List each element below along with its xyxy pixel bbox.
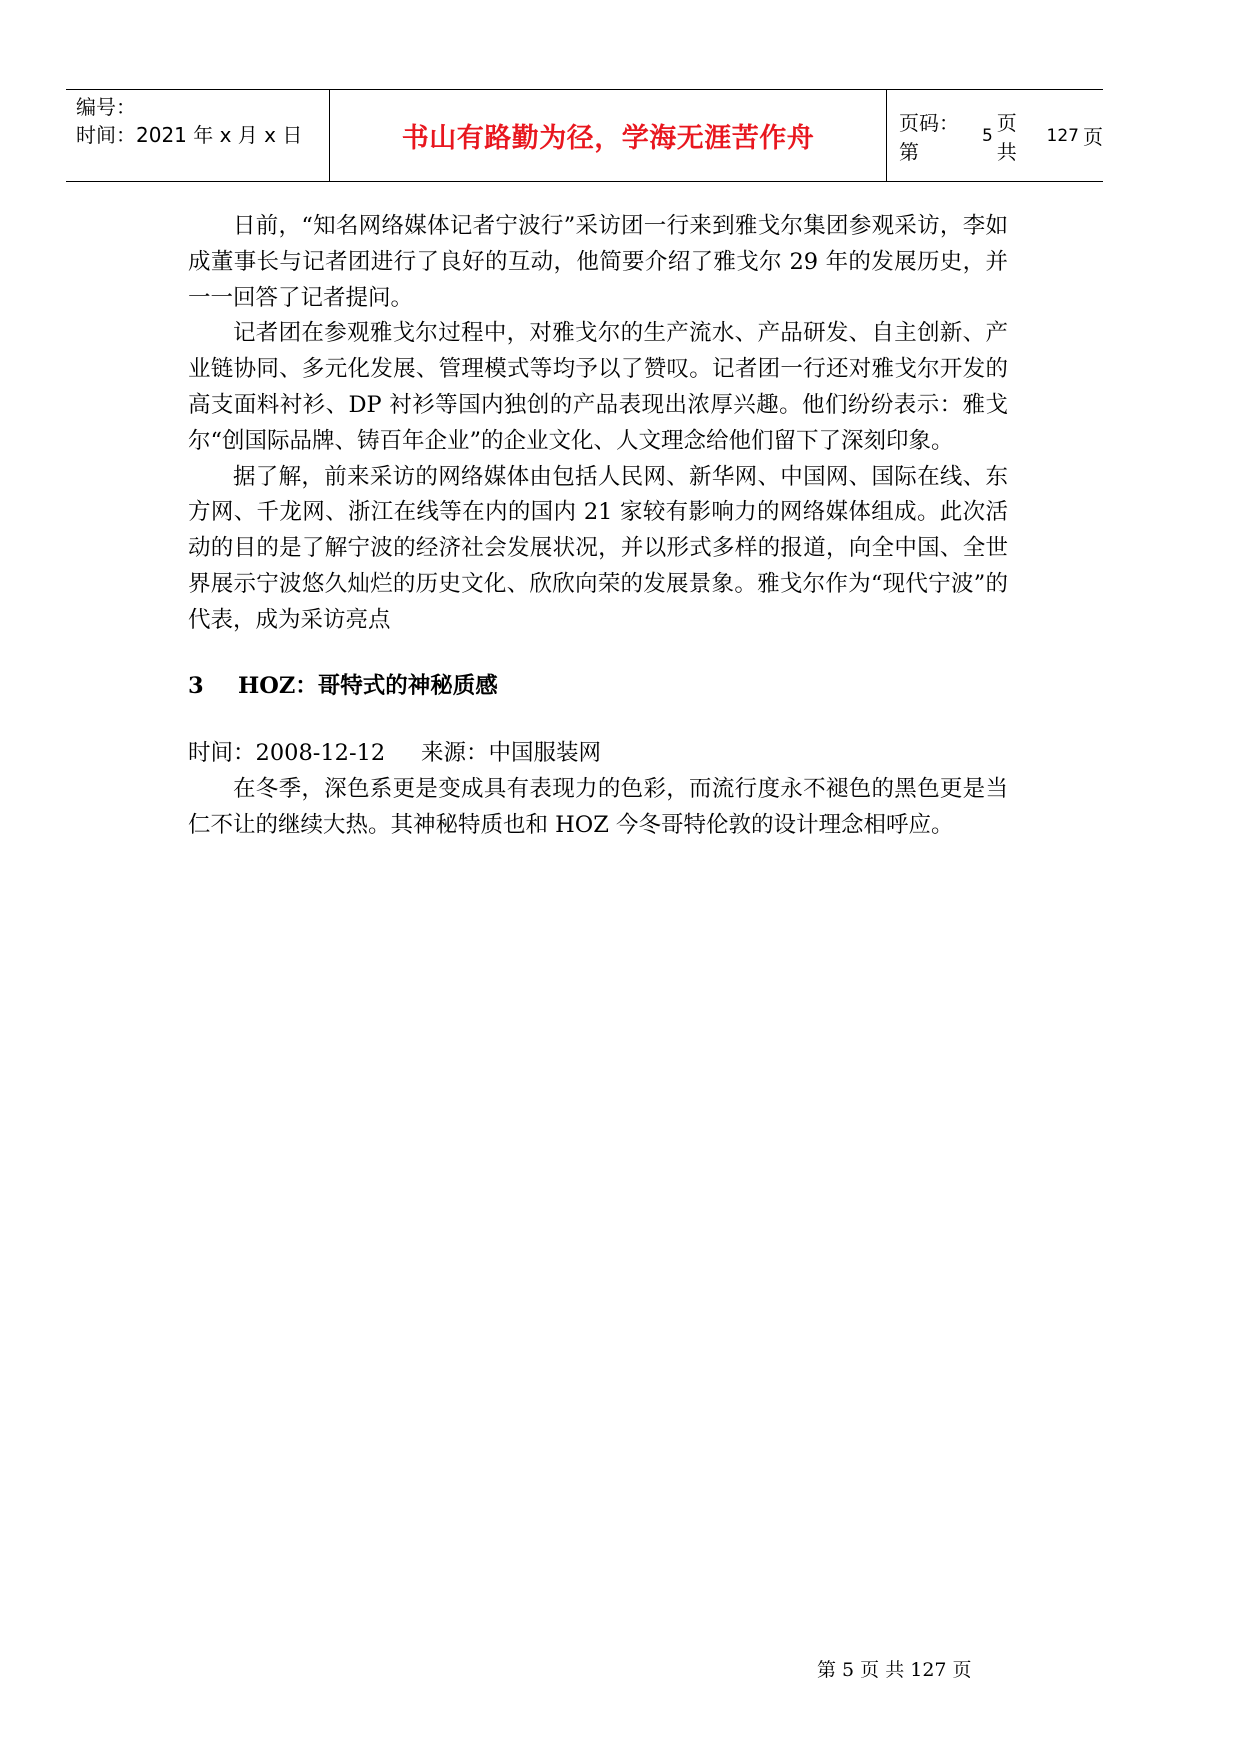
page-label-prefix: 页码：第 [899,110,959,164]
paragraph: 日前，“知名网络媒体记者宁波行”采访团一行来到雅戈尔集团参观采访，李如成董事长与记者团进行了良好的互动，他简要介绍了雅戈尔 29 年的发展历史，并一一回答了记者提问。 [188,213,1008,311]
footer-page-number: 第 5 页 共 127 页 [817,1659,972,1681]
page-footer [0,1633,1241,1681]
page-header [66,89,1103,182]
date-label: 时间：2021 年 x 月 x 日 [76,123,303,147]
page-total: 127 [1046,125,1079,146]
section-title: HOZ：哥特式的神秘质感 [238,672,498,699]
paragraph: 记者团在参观雅戈尔过程中，对雅戈尔的生产流水、产品研发、自主创新、产业链协同、多元化发展、管理模式等均予以了赞叹。记者团一行还对雅戈尔开发的高支面料衬衫、DP 衬衫等国内独创的产品表现出浓厚兴趣。他们纷纷表示：雅戈尔“创国际品牌、铸百年企业”的企业文化、人文理念给他们留下了深刻印象。 [188,320,1008,454]
section-heading [188,669,1008,705]
header-page-number [887,90,1103,181]
section-number: 3 [188,672,204,699]
document-body [188,209,1008,844]
page-current: 5 [981,125,993,146]
header-motto: 书山有路勤为径，学海无涯苦作舟 [330,90,887,181]
serial-label: 编号： [76,95,136,119]
page-label-suffix: 页 [1083,125,1103,149]
article-meta: 时间：2008-12-12 来源：中国服装网 [188,740,601,767]
page-label-mid: 页 共 [996,110,1017,164]
paragraph: 据了解，前来采访的网络媒体由包括人民网、新华网、中国网、国际在线、东方网、千龙网、浙江在线等在内的国内 21 家较有影响力的网络媒体组成。此次活动的目的是了解宁波的经济社会发展状况，并以形式多样的报道，向全中国、全世界展示宁波悠久灿烂的历史文化、欣欣向荣的发展景象。雅戈尔作为“现代宁波”的代表，成为采访亮点 [188,463,1008,633]
header-info-cell [66,90,330,181]
paragraph: 在冬季，深色系更是变成具有表现力的色彩，而流行度永不褪色的黑色更是当仁不让的继续大热。其神秘特质也和 HOZ 今冬哥特伦敦的设计理念相呼应。 [188,776,1008,838]
